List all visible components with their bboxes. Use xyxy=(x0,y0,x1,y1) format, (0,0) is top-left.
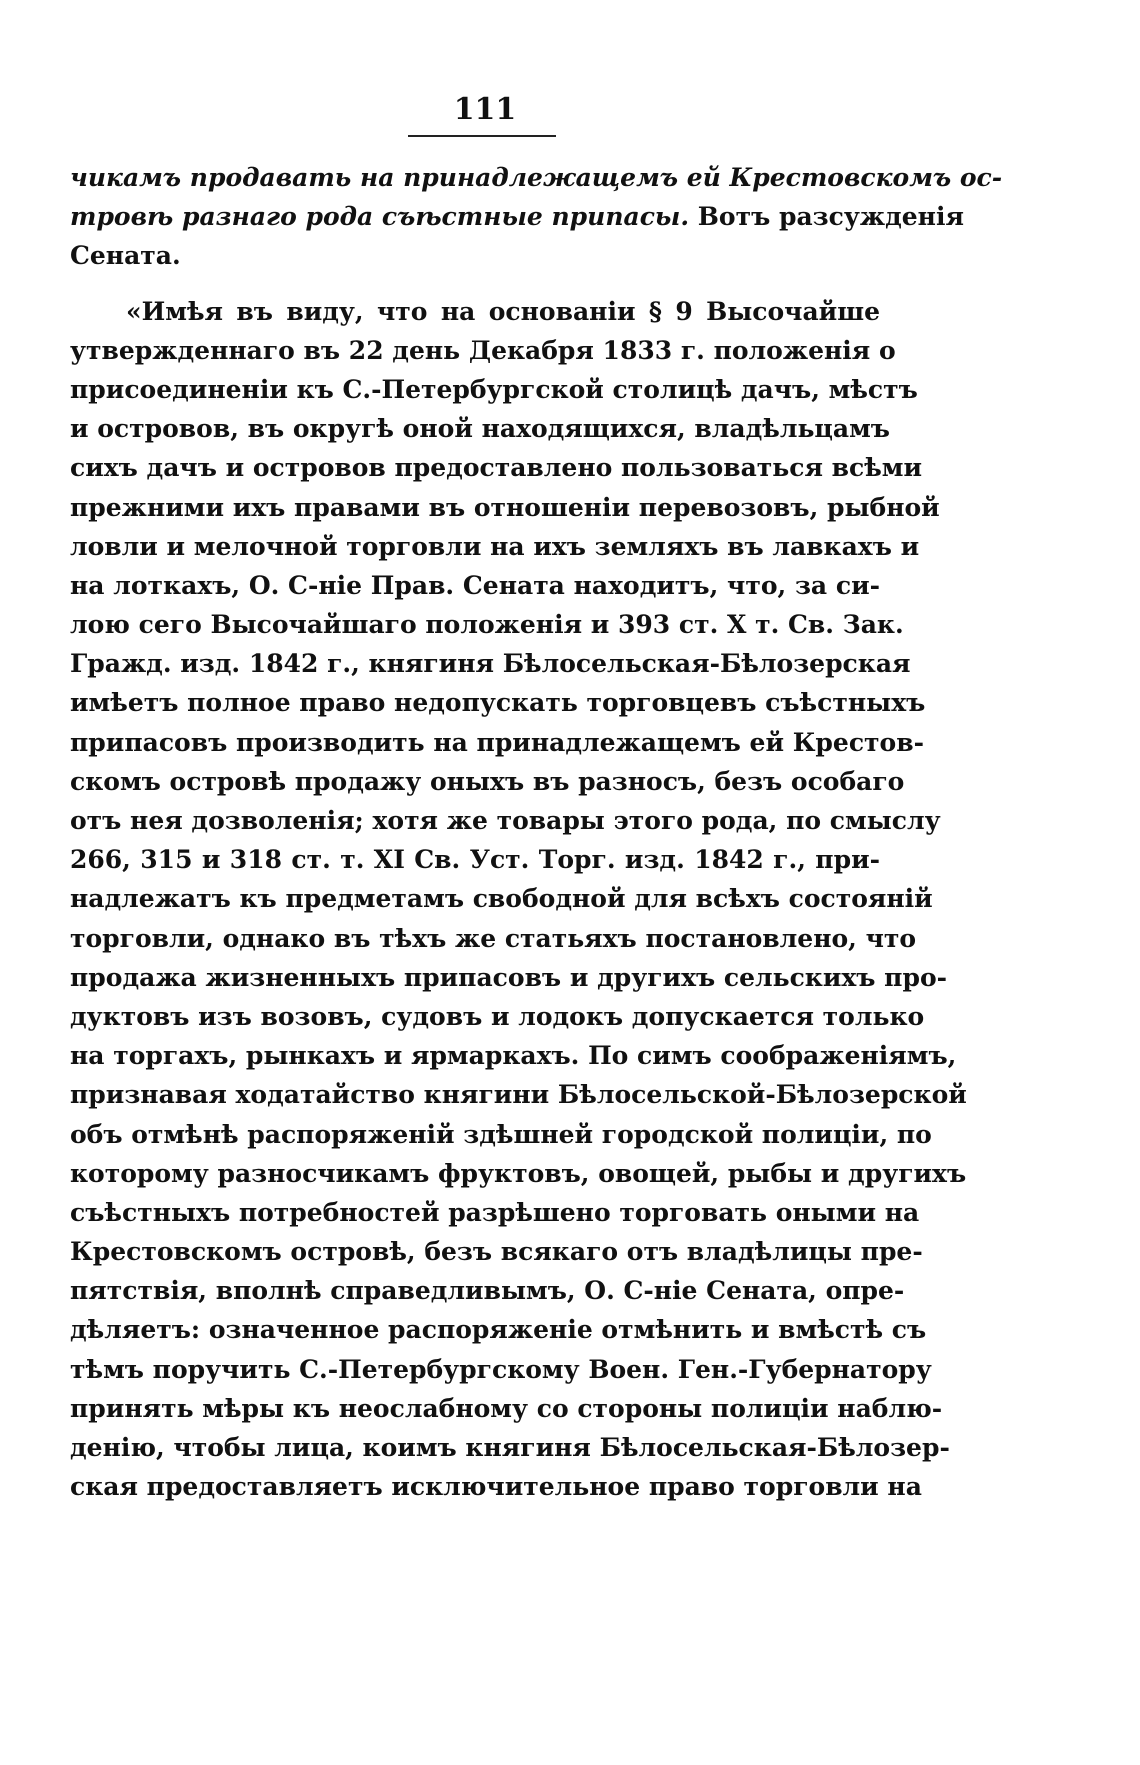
paragraph-2-line: тѣмъ поручить С.-Петербургскому Воен. Ген.-Губернатору xyxy=(70,1354,932,1384)
paragraph-1-line-2-plain: Вотъ разсужденія xyxy=(689,202,964,232)
paragraph-2-line: имѣетъ полное право недопускать торговцевъ съѣстныхъ xyxy=(70,688,926,718)
paragraph-2-line: припасовъ производить на принадлежащемъ ей Крестов- xyxy=(70,727,924,757)
paragraph-2-line: и островов, въ округѣ оной находящихся, владѣльцамъ xyxy=(70,414,890,444)
paragraph-2-line: пятствія, вполнѣ справедливымъ, О. С-ніе Сената, опре- xyxy=(70,1276,905,1306)
paragraph-2-line: на торгахъ, рынкахъ и ярмаркахъ. По симъ соображеніямъ, xyxy=(70,1041,957,1071)
page-number: 111 xyxy=(453,92,517,127)
paragraph-1-line-2 xyxy=(70,197,964,236)
paragraph-2-line: сихъ дачъ и островов предоставлено пользоваться всѣми xyxy=(70,453,923,483)
paragraph-2-line: присоединеніи къ С.-Петербургской столицѣ дачъ, мѣстъ xyxy=(70,374,918,404)
paragraph-2-line: торговли, однако въ тѣхъ же статьяхъ постановлено, что xyxy=(70,923,917,953)
paragraph-2-line: надлежатъ къ предметамъ свободной для всѣхъ состояній xyxy=(70,884,933,914)
paragraph-2-line: ловли и мелочной торговли на ихъ земляхъ въ лавкахъ и xyxy=(70,531,920,561)
paragraph-2-line: на лоткахъ, О. С-ніе Прав. Сената находитъ, что, за си- xyxy=(70,570,880,600)
paragraph-2-line: «Имѣя въ виду, что на основаніи § 9 Высочайше xyxy=(126,296,880,326)
paragraph-2-line: ская предоставляетъ исключительное право торговли на xyxy=(70,1472,922,1502)
paragraph-2-line: лою сего Высочайшаго положенія и 393 ст. X т. Св. Зак. xyxy=(70,610,904,640)
paragraph-1-line-2-italic: тровѣ разнаго рода съѣстные припасы. xyxy=(70,202,690,232)
paragraph-gap xyxy=(70,276,880,292)
paragraph-2-line: объ отмѣнѣ распоряженій здѣшней городской полиціи, по xyxy=(70,1119,932,1149)
body-text xyxy=(70,158,1003,1506)
paragraph-2-line: принять мѣры къ неослабному со стороны полиціи наблю- xyxy=(70,1393,943,1423)
paragraph-2-line: прежними ихъ правами въ отношеніи перевозовъ, рыбной xyxy=(70,492,940,522)
paragraph-2-line: съѣстныхъ потребностей разрѣшено торговать оными на xyxy=(70,1197,920,1227)
paragraph-2-line: продажа жизненныхъ припасовъ и другихъ сельскихъ про- xyxy=(70,962,948,992)
paragraph-2-line: признавая ходатайство княгини Бѣлосельской-Бѣлозерской xyxy=(70,1080,967,1110)
paragraph-2-line: Крестовскомъ островѣ, безъ всякаго отъ владѣлицы пре- xyxy=(70,1237,923,1267)
header-rule xyxy=(408,135,556,137)
paragraph-2-line: которому разносчикамъ фруктовъ, овощей, рыбы и другихъ xyxy=(70,1158,967,1188)
paragraph-2-line: дуктовъ изъ возовъ, судовъ и лодокъ допускается только xyxy=(70,1001,925,1031)
paragraph-2-line: отъ нея дозволенія; хотя же товары этого рода, по смыслу xyxy=(70,806,941,835)
paragraph-2-line: 266, 315 и 318 ст. т. XI Св. Уст. Торг. изд. 1842 г., при- xyxy=(70,845,880,875)
paragraph-2-line: скомъ островѣ продажу оныхъ въ разносъ, безъ особаго xyxy=(70,766,905,796)
paragraph-1-line-1: чикамъ продавать на принадлежащемъ ей Крестовскомъ ос- xyxy=(70,163,1003,192)
paragraph-2-line: утвержденнаго въ 22 день Декабря 1833 г. положенія о xyxy=(70,335,896,365)
paragraph-2-line: денію, чтобы лица, коимъ княгиня Бѣлосельская-Бѣлозер- xyxy=(70,1433,950,1462)
paragraph-2-line: дѣляетъ: означенное распоряженіе отмѣнить и вмѣстѣ съ xyxy=(70,1315,927,1345)
paragraph-1-line-3: Сената. xyxy=(70,241,181,271)
paragraph-2-line: Гражд. изд. 1842 г., княгиня Бѣлосельская-Бѣлозерская xyxy=(70,649,911,679)
